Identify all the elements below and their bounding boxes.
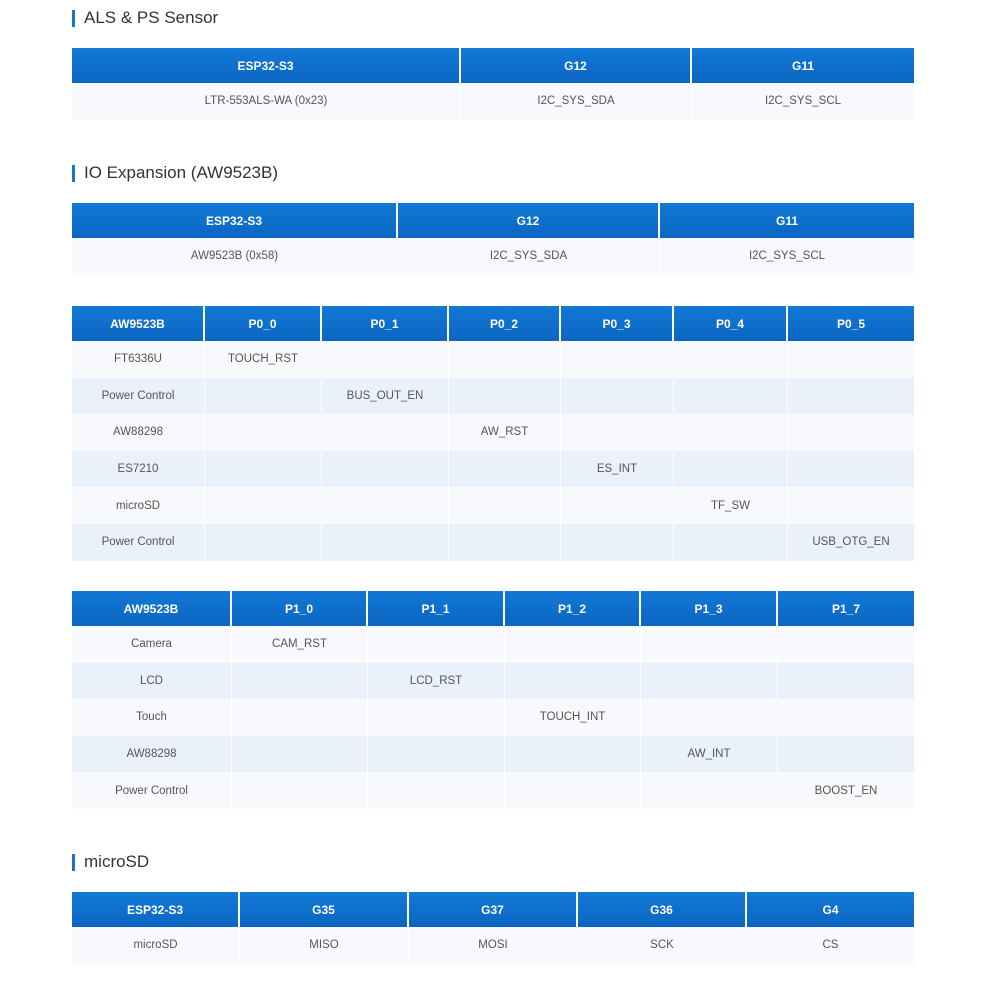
column-header: P1_2 <box>505 591 641 626</box>
column-header: G11 <box>660 203 914 238</box>
table-cell: USB_OTG_EN <box>788 524 914 561</box>
table-row <box>72 736 914 773</box>
als-heading-text: ALS & PS Sensor <box>84 8 219 27</box>
table-cell <box>368 626 505 663</box>
table-cell: I2C_SYS_SDA <box>461 83 692 120</box>
table-cell <box>232 699 368 736</box>
table-row <box>72 341 914 378</box>
table-cell <box>674 341 788 378</box>
p1-pin-table <box>72 591 914 809</box>
table-cell: BOOST_EN <box>778 772 914 809</box>
table-cell <box>674 451 788 488</box>
table-row <box>72 487 914 524</box>
p0-pin-table <box>72 306 914 561</box>
microsd-pin-table <box>72 892 914 964</box>
table-cell <box>788 451 914 488</box>
table-cell <box>205 451 322 488</box>
table-row <box>72 83 914 120</box>
column-header: G11 <box>692 48 914 83</box>
heading-accent-bar <box>72 165 75 182</box>
table-cell: AW_RST <box>449 414 561 451</box>
table-cell <box>322 414 449 451</box>
table-cell: Power Control <box>72 772 232 809</box>
table-cell: LCD_RST <box>368 663 505 700</box>
table-cell: LTR-553ALS-WA (0x23) <box>72 83 461 120</box>
table-cell: MOSI <box>409 927 578 964</box>
table-cell <box>322 524 449 561</box>
table-cell <box>561 487 674 524</box>
table-cell <box>368 772 505 809</box>
table-cell <box>788 341 914 378</box>
column-header: P1_1 <box>368 591 505 626</box>
column-header: G36 <box>578 892 747 927</box>
table-cell <box>778 699 914 736</box>
table-cell <box>788 487 914 524</box>
column-header: G12 <box>461 48 692 83</box>
heading-accent-bar <box>72 854 75 871</box>
table-row <box>72 378 914 415</box>
table-cell <box>449 451 561 488</box>
column-header: AW9523B <box>72 591 232 626</box>
table-row <box>72 699 914 736</box>
table-header-row <box>72 203 914 238</box>
microsd-heading-text: microSD <box>84 852 150 871</box>
als-pin-table <box>72 48 914 120</box>
column-header: G12 <box>398 203 660 238</box>
table-cell: Camera <box>72 626 232 663</box>
column-header: AW9523B <box>72 306 205 341</box>
table-header-row <box>72 892 914 927</box>
table-cell <box>641 699 778 736</box>
column-header: G37 <box>409 892 578 927</box>
table-header-row <box>72 306 914 341</box>
table-cell: TOUCH_RST <box>205 341 322 378</box>
table-cell <box>641 772 778 809</box>
table-cell <box>205 524 322 561</box>
table-row <box>72 772 914 809</box>
table-cell <box>322 451 449 488</box>
table-cell: CAM_RST <box>232 626 368 663</box>
table-row <box>72 524 914 561</box>
table-cell: Power Control <box>72 524 205 561</box>
column-header: P1_7 <box>778 591 914 626</box>
table-cell <box>368 736 505 773</box>
io-pin-table <box>72 203 914 275</box>
table-cell <box>232 663 368 700</box>
table-cell: BUS_OUT_EN <box>322 378 449 415</box>
table-cell <box>449 378 561 415</box>
io-section-heading <box>72 163 278 183</box>
table-cell <box>778 736 914 773</box>
table-cell <box>561 524 674 561</box>
table-cell <box>505 772 641 809</box>
table-cell: microSD <box>72 927 240 964</box>
heading-accent-bar <box>72 10 75 27</box>
table-cell: I2C_SYS_SDA <box>398 238 660 275</box>
table-cell: AW9523B (0x58) <box>72 238 398 275</box>
table-cell <box>778 663 914 700</box>
als-section-heading <box>72 8 218 28</box>
table-cell <box>561 341 674 378</box>
table-row <box>72 451 914 488</box>
table-cell <box>205 414 322 451</box>
table-cell <box>449 341 561 378</box>
column-header: P0_0 <box>205 306 322 341</box>
column-header: P1_0 <box>232 591 368 626</box>
table-cell <box>449 487 561 524</box>
table-cell <box>232 772 368 809</box>
io-heading-text: IO Expansion (AW9523B) <box>84 163 279 182</box>
table-cell: Touch <box>72 699 232 736</box>
table-header-row <box>72 591 914 626</box>
table-cell: microSD <box>72 487 205 524</box>
column-header: P1_3 <box>641 591 778 626</box>
table-cell: AW88298 <box>72 736 232 773</box>
table-cell: LCD <box>72 663 232 700</box>
table-header-row <box>72 48 914 83</box>
column-header: P0_3 <box>561 306 674 341</box>
table-cell <box>505 736 641 773</box>
table-row <box>72 626 914 663</box>
table-cell <box>449 524 561 561</box>
column-header: ESP32-S3 <box>72 203 398 238</box>
table-cell <box>368 699 505 736</box>
table-cell: TOUCH_INT <box>505 699 641 736</box>
table-cell <box>778 626 914 663</box>
table-cell <box>232 736 368 773</box>
table-cell <box>505 626 641 663</box>
table-cell <box>322 487 449 524</box>
table-cell: I2C_SYS_SCL <box>660 238 914 275</box>
table-cell: ES7210 <box>72 451 205 488</box>
table-cell <box>641 663 778 700</box>
table-cell: TF_SW <box>674 487 788 524</box>
table-cell <box>788 414 914 451</box>
column-header: ESP32-S3 <box>72 48 461 83</box>
table-cell <box>641 626 778 663</box>
column-header: P0_2 <box>449 306 561 341</box>
table-cell: ES_INT <box>561 451 674 488</box>
table-row <box>72 663 914 700</box>
table-cell <box>205 378 322 415</box>
table-cell <box>674 414 788 451</box>
table-cell: SCK <box>578 927 747 964</box>
table-row <box>72 927 914 964</box>
column-header: G35 <box>240 892 409 927</box>
table-cell: FT6336U <box>72 341 205 378</box>
table-cell <box>505 663 641 700</box>
microsd-section-heading <box>72 852 149 872</box>
column-header: ESP32-S3 <box>72 892 240 927</box>
table-cell: AW_INT <box>641 736 778 773</box>
table-cell <box>561 378 674 415</box>
table-cell <box>788 378 914 415</box>
table-row <box>72 414 914 451</box>
table-row <box>72 238 914 275</box>
table-cell <box>674 378 788 415</box>
table-cell: Power Control <box>72 378 205 415</box>
table-cell <box>561 414 674 451</box>
table-cell: MISO <box>240 927 409 964</box>
column-header: P0_5 <box>788 306 914 341</box>
table-cell <box>674 524 788 561</box>
table-cell: AW88298 <box>72 414 205 451</box>
column-header: P0_4 <box>674 306 788 341</box>
table-cell <box>205 487 322 524</box>
column-header: P0_1 <box>322 306 449 341</box>
column-header: G4 <box>747 892 914 927</box>
table-cell: CS <box>747 927 914 964</box>
table-cell <box>322 341 449 378</box>
table-cell: I2C_SYS_SCL <box>692 83 914 120</box>
